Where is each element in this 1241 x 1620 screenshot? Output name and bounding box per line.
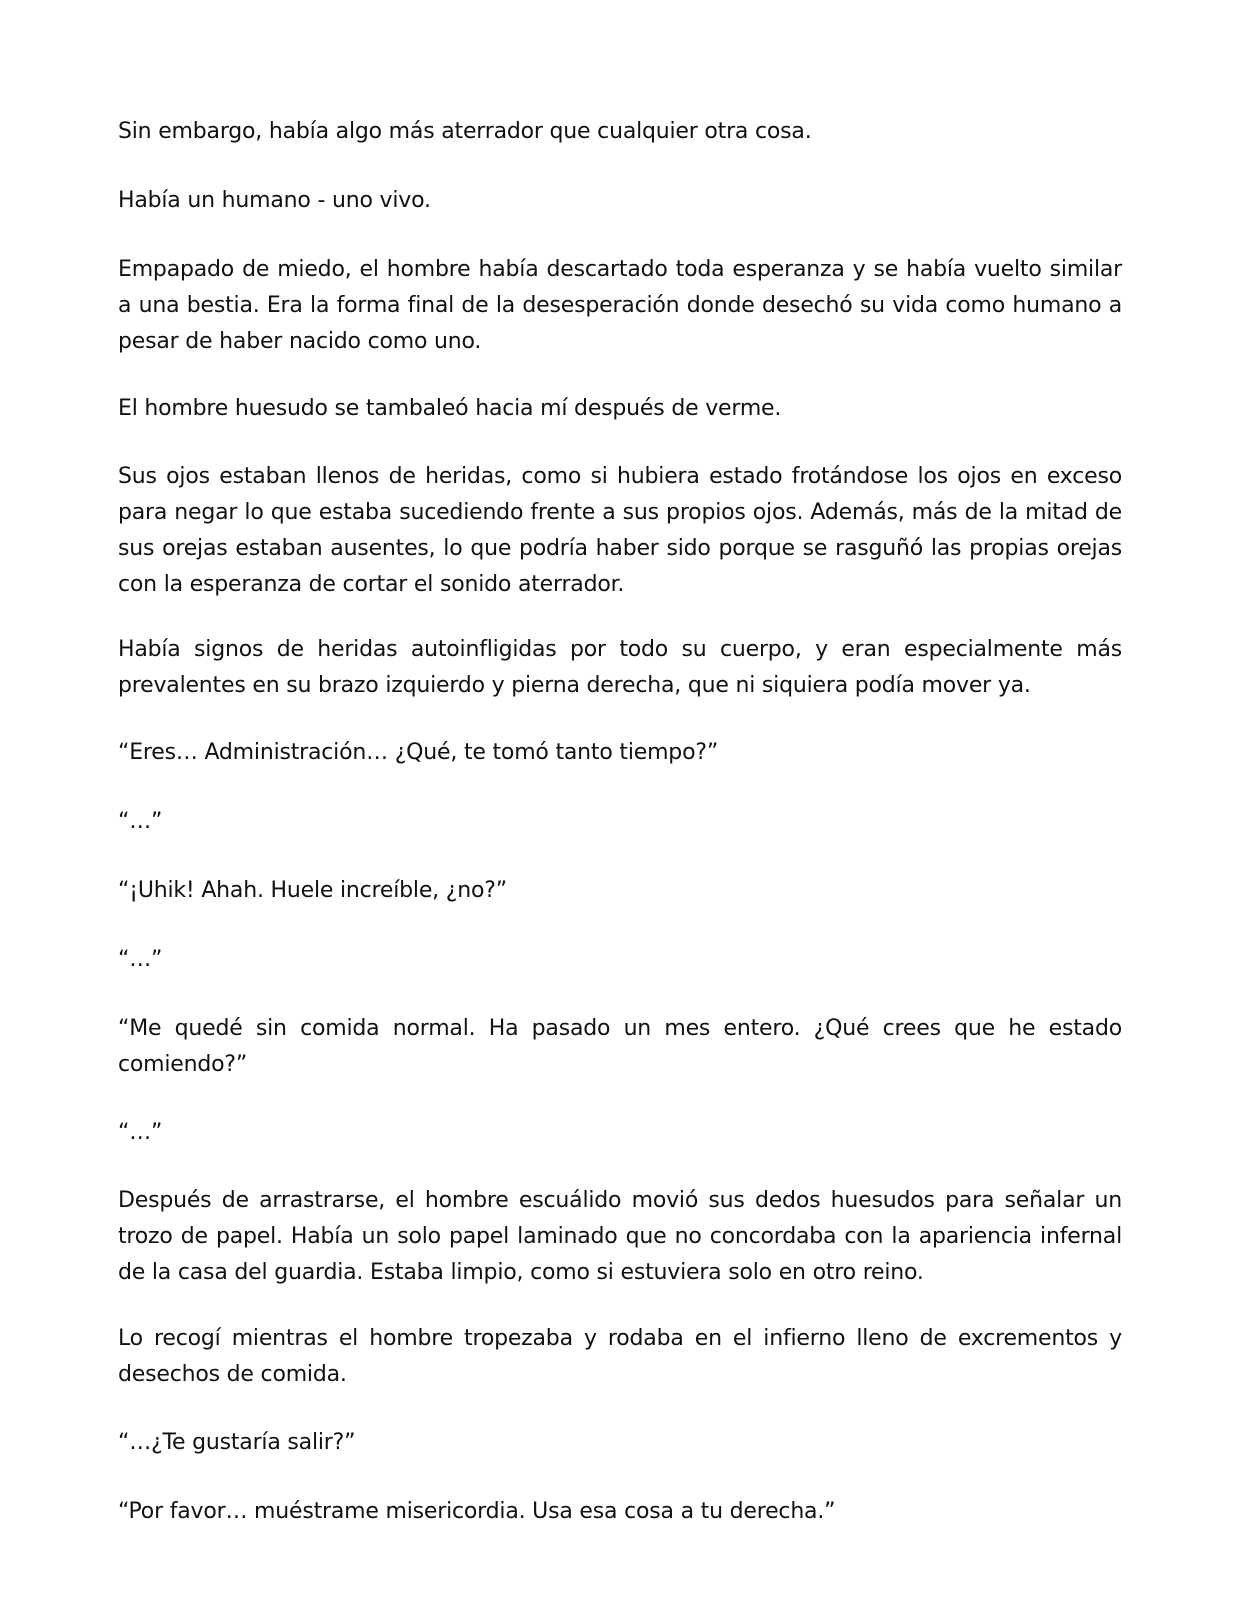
paragraph-5: Sus ojos estaban llenos de heridas, como si hubiera estado frotándose los ojos en exceso para negar lo que estaba sucediendo frente a sus propios ojos. Además, más de la mitad de sus orejas estaban ausentes, lo que podría haber sido porque se rasguñó las propias orejas con la esperanza de cortar el sonido aterrador. xyxy=(118,464,1122,597)
paragraph-7: Después de arrastrarse, el hombre escuálido movió sus dedos huesudos para señalar un trozo de papel. Había un solo papel laminado que no concordaba con la apariencia infernal de la casa del guardia. Estaba limpio, como si estuviera solo en otro reino. xyxy=(118,1188,1122,1285)
paragraph-4: El hombre huesudo se tambaleó hacia mí después de verme. xyxy=(118,396,782,421)
paragraph-3: Empapado de miedo, el hombre había descartado toda esperanza y se había vuelto similar a una bestia. Era la forma final de la desesperación donde desechó su vida como humano a pesar de haber nacido como uno. xyxy=(118,257,1122,354)
paragraph-6: Había signos de heridas autoinfligidas por todo su cuerpo, y eran especialmente más prevalentes en su brazo izquierdo y pierna derecha, que ni siquiera podía mover ya. xyxy=(118,637,1122,698)
paragraph-8: Lo recogí mientras el hombre tropezaba y rodaba en el infierno lleno de excrementos y desechos de comida. xyxy=(118,1326,1122,1387)
dialogue-6: “…” xyxy=(118,1120,163,1145)
dialogue-8: “Por favor… muéstrame misericordia. Usa esa cosa a tu derecha.” xyxy=(118,1499,836,1524)
dialogue-2: “…” xyxy=(118,809,163,834)
paragraph-1: Sin embargo, había algo más aterrador que cualquier otra cosa. xyxy=(118,119,812,144)
dialogue-7: “…¿Te gustaría salir?” xyxy=(118,1430,356,1455)
dialogue-5: “Me quedé sin comida normal. Ha pasado un mes entero. ¿Qué crees que he estado comiendo?” xyxy=(118,1016,1122,1077)
paragraph-2: Había un humano - uno vivo. xyxy=(118,188,431,213)
dialogue-3: “¡Uhik! Ahah. Huele increíble, ¿no?” xyxy=(118,878,507,903)
dialogue-4: “…” xyxy=(118,947,163,972)
dialogue-1: “Eres… Administración… ¿Qué, te tomó tanto tiempo?” xyxy=(118,740,719,765)
